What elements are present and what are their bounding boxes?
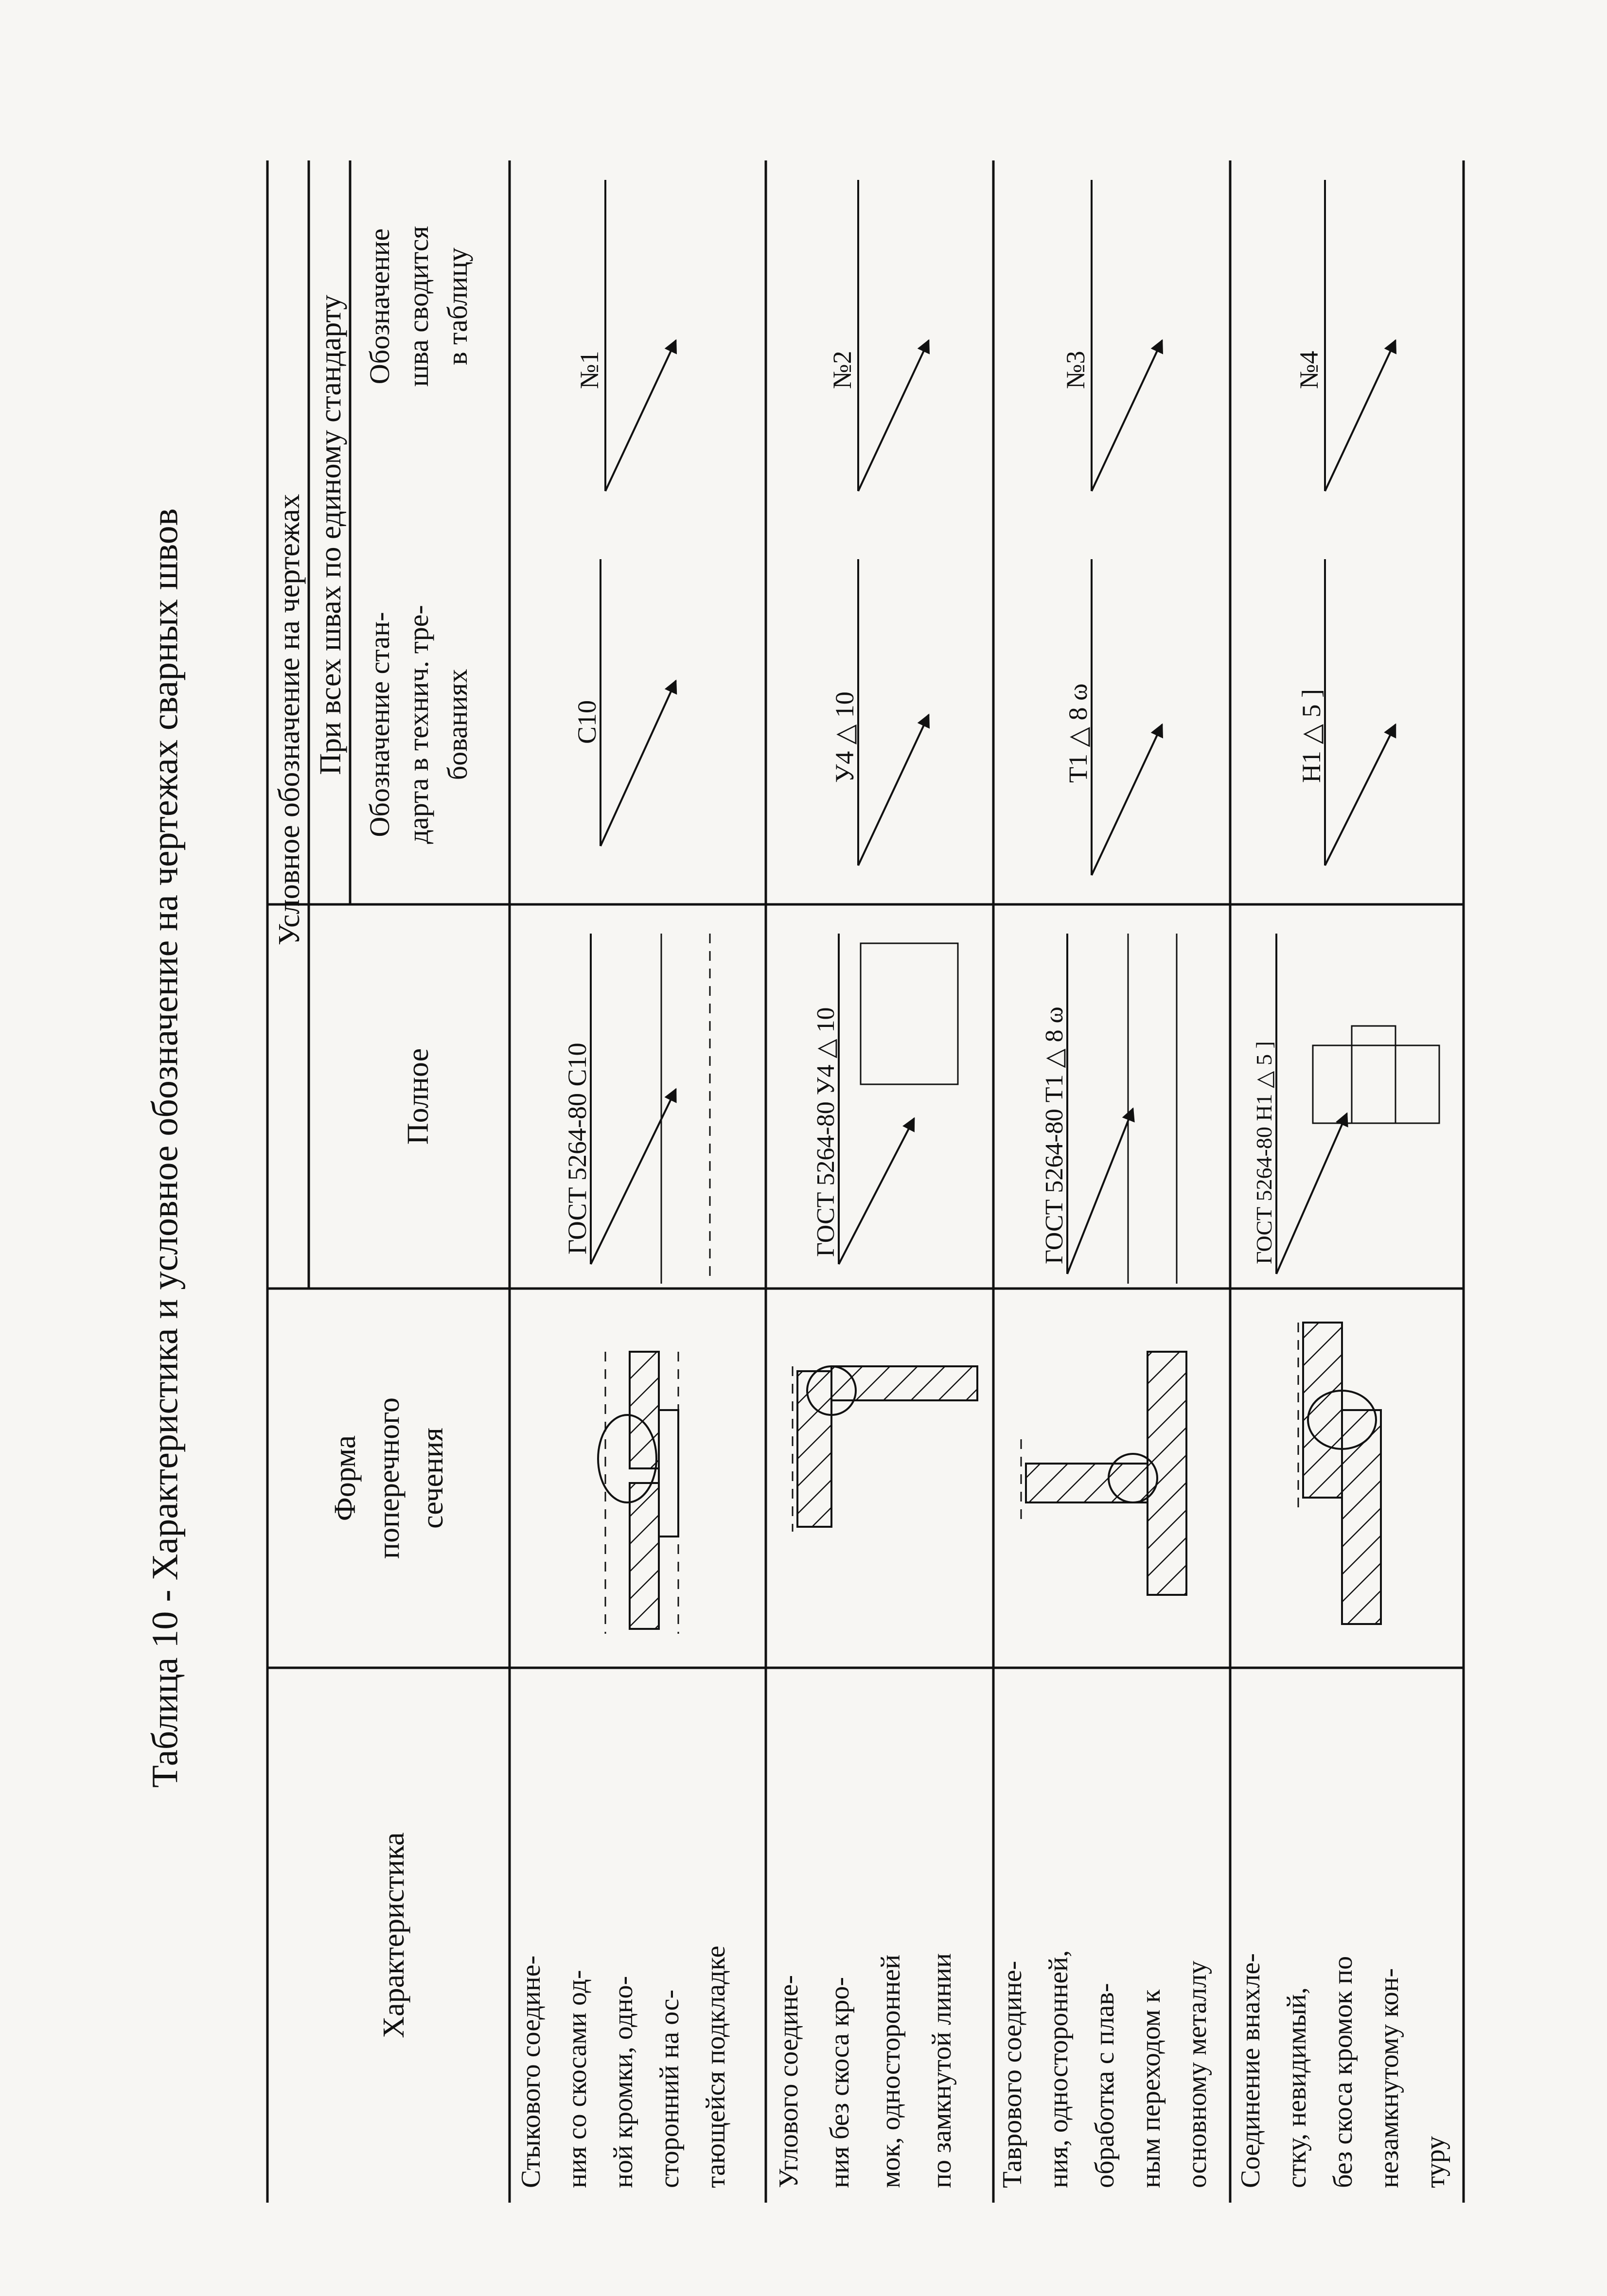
row3-table-no <box>1061 180 1162 491</box>
svg-text:Стыкового соедине-: Стыкового соедине- <box>516 1955 546 2188</box>
svg-text:№4: №4 <box>1294 351 1324 389</box>
svg-text:Т1 △ 8 ω: Т1 △ 8 ω <box>1063 683 1093 783</box>
row1-cross-section <box>598 1352 678 1634</box>
row3-characteristic <box>997 1950 1212 2188</box>
row2-full-designation <box>812 934 958 1264</box>
svg-text:С10: С10 <box>572 700 601 744</box>
row2-table-no <box>828 180 929 491</box>
svg-text:бованиях: бованиях <box>441 669 473 780</box>
row1-table-no <box>575 180 676 491</box>
svg-text:ГОСТ 5264-80 Н1 △ 5 ]: ГОСТ 5264-80 Н1 △ 5 ] <box>1252 1041 1276 1264</box>
svg-text:сторонний на ос-: сторонний на ос- <box>654 1989 685 2188</box>
svg-text:Н1 △ 5 ]: Н1 △ 5 ] <box>1297 689 1326 783</box>
row4-std-req <box>1297 559 1395 865</box>
row4-table-no <box>1294 180 1395 491</box>
table-grid <box>267 160 1464 2203</box>
svg-text:обработка с плав-: обработка с плав- <box>1090 1983 1120 2188</box>
svg-text:У4 △ 10: У4 △ 10 <box>830 691 859 783</box>
header-designation-group: Условное обозначение на чертежах <box>273 494 306 946</box>
table-row <box>516 180 731 2188</box>
row4-characteristic <box>1236 1953 1450 2188</box>
table-row <box>997 180 1212 2188</box>
svg-text:стку, невидимый,: стку, невидимый, <box>1282 1987 1312 2188</box>
svg-text:№3: №3 <box>1061 351 1090 389</box>
svg-text:Таврового соедине-: Таврового соедине- <box>997 1960 1027 2188</box>
svg-text:мок, односторонней: мок, односторонней <box>876 1954 906 2188</box>
svg-text:Углового соедине-: Углового соедине- <box>774 1975 804 2188</box>
svg-text:№1: №1 <box>575 351 604 389</box>
header-standard-in-requirements <box>364 605 473 844</box>
svg-text:ГОСТ 5264-80 У4 △ 10: ГОСТ 5264-80 У4 △ 10 <box>812 1007 840 1257</box>
svg-text:Форма: Форма <box>329 1435 362 1521</box>
svg-text:незамкнутому кон-: незамкнутому кон- <box>1374 1968 1404 2188</box>
header-characteristic: Характеристика <box>377 1832 410 2038</box>
svg-text:Обозначение: Обозначение <box>364 228 395 385</box>
svg-text:ния, односторонней,: ния, односторонней, <box>1043 1950 1074 2188</box>
page-title: Таблица 10 - Характеристика и условное обозначение на чертежах сварных швов <box>144 508 186 1788</box>
row3-std-req <box>1063 559 1162 875</box>
svg-text:по замкнутой линии: по замкнутой линии <box>927 1953 957 2188</box>
svg-text:ным переходом к: ным переходом к <box>1136 1989 1166 2188</box>
svg-text:поперечного: поперечного <box>372 1397 406 1559</box>
row4-cross-section <box>1298 1323 1381 1624</box>
table-row <box>774 180 977 2188</box>
row4-full-designation <box>1252 934 1439 1274</box>
row2-cross-section <box>793 1366 977 1532</box>
svg-text:основному металлу: основному металлу <box>1182 1960 1212 2188</box>
svg-text:ния со скосами од-: ния со скосами од- <box>562 1970 592 2188</box>
row1-full-designation <box>563 934 710 1284</box>
svg-text:сечения: сечения <box>416 1428 449 1529</box>
table-header <box>273 226 473 2038</box>
svg-text:ГОСТ 5264-80 Т1 △ 8 ω: ГОСТ 5264-80 Т1 △ 8 ω <box>1041 1007 1068 1264</box>
header-cross-section <box>329 1397 449 1559</box>
svg-text:тающейся подкладке: тающейся подкладке <box>701 1945 731 2188</box>
svg-text:№2: №2 <box>828 351 857 389</box>
svg-text:Обозначение стан-: Обозначение стан- <box>364 612 395 837</box>
table-row <box>1236 180 1450 2188</box>
svg-text:шва сводится: шва сводится <box>403 226 434 387</box>
svg-text:дарта в технич. тре-: дарта в технич. тре- <box>403 605 434 844</box>
svg-text:ния без скоса кро-: ния без скоса кро- <box>825 1977 855 2188</box>
row3-cross-section <box>1021 1352 1186 1595</box>
row3-full-designation <box>1041 934 1177 1284</box>
row2-characteristic <box>774 1953 957 2188</box>
header-full: Полное <box>402 1048 435 1145</box>
svg-text:без скоса кромок по: без скоса кромок по <box>1328 1956 1358 2188</box>
svg-text:в таблицу: в таблицу <box>441 247 473 365</box>
header-table-reduced <box>364 226 473 387</box>
header-same-standard: При всех швах по единому стандарту <box>314 295 347 775</box>
svg-text:туру: туру <box>1420 2136 1450 2188</box>
svg-text:ГОСТ 5264-80 С10: ГОСТ 5264-80 С10 <box>563 1042 592 1254</box>
row2-std-req <box>830 559 929 865</box>
svg-text:Соединение внахле-: Соединение внахле- <box>1236 1953 1266 2188</box>
row1-std-req <box>572 559 676 846</box>
svg-text:ной кромки, одно-: ной кромки, одно- <box>608 1976 638 2188</box>
row1-characteristic <box>516 1946 731 2188</box>
